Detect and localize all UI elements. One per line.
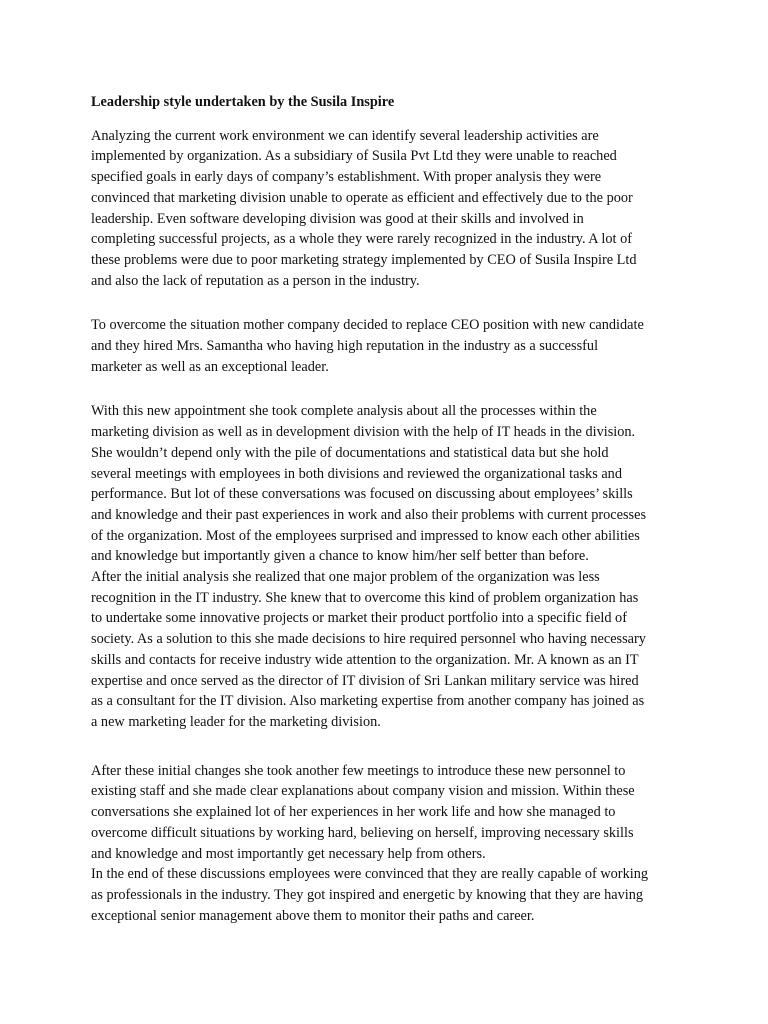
text-line: performance. But lot of these conversations was focused on discussing about employees’ skills	[91, 486, 633, 503]
text-line: overcome difficult situations by working hard, believing on herself, improving necessary skills	[91, 824, 634, 841]
text-line: After these initial changes she took another few meetings to introduce these new personnel to	[91, 762, 626, 779]
text-line: and also the lack of reputation as a person in the industry.	[91, 272, 420, 289]
text-line: convinced that marketing division unable to operate as efficient and effectively due to the poor	[91, 189, 633, 206]
text-line: After the initial analysis she realized that one major problem of the organization was less	[91, 569, 600, 586]
text-line: marketing division as well as in development division with the help of IT heads in the division.	[91, 424, 636, 441]
text-line: existing staff and she made clear explanations about company vision and mission. Within these	[91, 783, 635, 800]
text-line: several meetings with employees in both divisions and reviewed the organizational tasks and	[91, 465, 622, 482]
paragraph-4	[91, 761, 691, 927]
text-line: conversations she explained lot of her experiences in her work life and how she managed to	[91, 804, 616, 821]
text-line: She wouldn’t depend only with the pile of documentations and statistical data but she hold	[91, 444, 609, 461]
text-line: as professionals in the industry. They got inspired and energetic by knowing that they are having	[91, 886, 644, 903]
text-line: and they hired Mrs. Samantha who having high reputation in the industry as a successful	[91, 338, 599, 355]
paragraph-spacer	[91, 291, 691, 315]
document-page	[91, 92, 691, 926]
text-line: With this new appointment she took complete analysis about all the processes within the	[91, 403, 597, 420]
text-line: Analyzing the current work environment we can identify several leadership activities are	[91, 127, 599, 144]
text-line: and knowledge and their past experiences in work and also their problems with current processes	[91, 506, 647, 523]
text-line: exceptional senior management above them to monitor their paths and career.	[91, 907, 535, 924]
text-line: leadership. Even software developing division was good at their skills and involved in	[91, 210, 584, 227]
text-line: and knowledge but importantly given a chance to know him/her self better than before.	[91, 548, 589, 565]
text-line: specified goals in early days of company’s establishment. With proper analysis they were	[91, 169, 602, 186]
text-line: implemented by organization. As a subsidiary of Susila Pvt Ltd they were unable to reached	[91, 148, 617, 165]
text-line: as a consultant for the IT division. Also marketing expertise from another company has joined as	[91, 693, 645, 710]
text-line: To overcome the situation mother company decided to replace CEO position with new candidate	[91, 317, 644, 334]
paragraph-spacer	[91, 733, 691, 761]
paragraph-spacer	[91, 377, 691, 401]
text-line: society. As a solution to this she made decisions to hire required personnel who having necessary	[91, 631, 646, 648]
text-line: expertise and once served as the director of IT division of Sri Lankan military service was hired	[91, 672, 639, 689]
paragraph-3	[91, 401, 691, 732]
text-line: a new marketing leader for the marketing division.	[91, 713, 381, 730]
text-line: completing successful projects, as a whole they were rarely recognized in the industry. A lot of	[91, 231, 632, 248]
text-line: recognition in the IT industry. She knew that to overcome this kind of problem organization has	[91, 589, 639, 606]
text-line: and knowledge and most importantly get necessary help from others.	[91, 845, 486, 862]
text-line: In the end of these discussions employees were convinced that they are really capable of working	[91, 866, 648, 883]
paragraph-2	[91, 315, 691, 377]
text-line: to undertake some innovative projects or market their product portfolio into a specific field of	[91, 610, 627, 627]
text-line: these problems were due to poor marketing strategy implemented by CEO of Susila Inspire Ltd	[91, 251, 637, 268]
document-title: Leadership style undertaken by the Susila Inspire	[91, 94, 395, 110]
text-line: skills and contacts for receive industry wide attention to the organization. Mr. A known as an IT	[91, 651, 639, 668]
paragraph-1	[91, 126, 691, 292]
text-line: of the organization. Most of the employees surprised and impressed to know each other abilities	[91, 527, 640, 544]
text-line: marketer as well as an exceptional leader.	[91, 358, 329, 375]
